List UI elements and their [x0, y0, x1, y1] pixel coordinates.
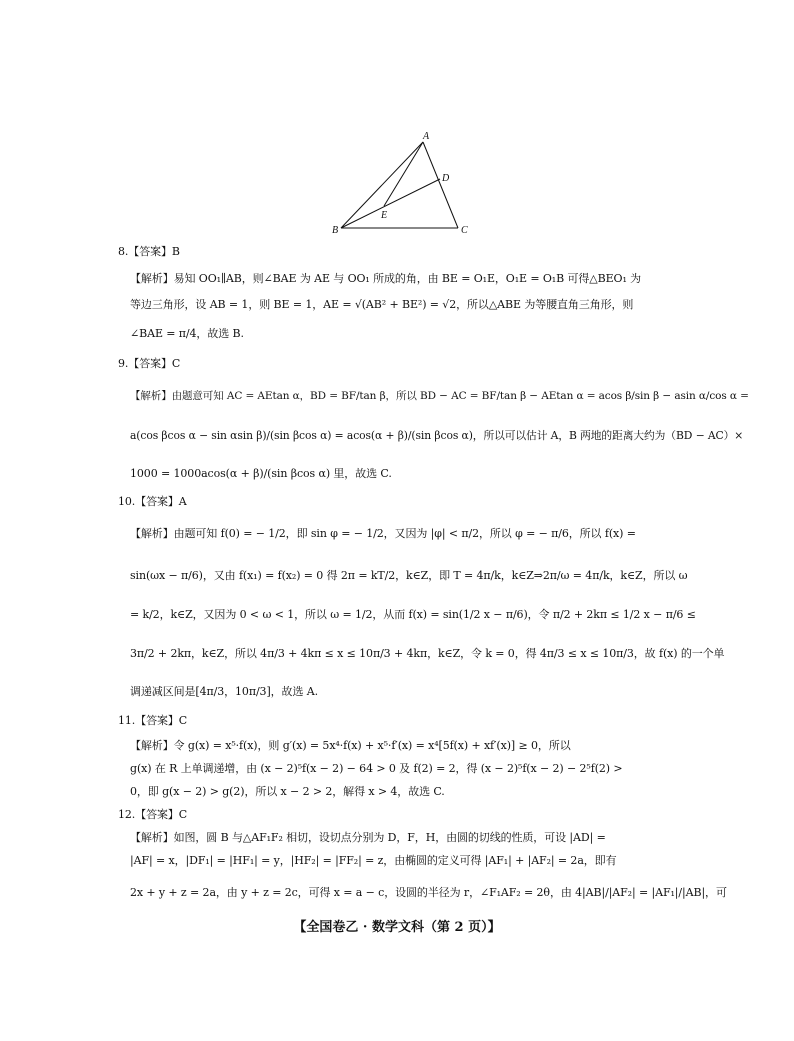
q11-line-1: 【解析】令 g(x) = x⁵·f(x)，则 g′(x) = 5x⁴·f(x) + x⁵·f′(x) = x⁴[5f(x) + xf′(x)] ≥ 0，所以 [130, 739, 571, 752]
q8-line-1: 【解析】易知 OO₁∥AB，则∠BAE 为 AE 与 OO₁ 所成的角，由 BE = O₁E，O₁E = O₁B 可得△BEO₁ 为 [130, 272, 642, 285]
vertex-label-B: B [332, 225, 339, 236]
q12-line-1: 【解析】如图，圆 B 与△AF₁F₂ 相切，设切点分别为 D，F，H，由圆的切线的性质，可设 |AD| = [130, 831, 606, 844]
q12-answer: 12.【答案】C [118, 808, 188, 821]
q10-line-3: = k/2，k∈Z，又因为 0 < ω < 1，所以 ω = 1/2，从而 f(x) = sin(1/2 x − π/6)，令 π/2 + 2kπ ≤ 1/2 x − π/6 ≤ [130, 608, 696, 621]
q10-line-1: 【解析】由题可知 f(0) = − 1/2，即 sin φ = − 1/2，又因为 |φ| < π/2，所以 φ = − π/6，所以 f(x) = [130, 527, 636, 540]
q9-line-3: 1000 = 1000acos(α + β)/(sin βcos α) 里，故选 C. [130, 467, 392, 480]
q12-line-3: 2x + y + z = 2a，由 y + z = 2c，可得 x = a − c，设圆的半径为 r，∠F₁AF₂ = 2θ，由 4|AB|/|AF₂| = |AF₁|/|AB|，可 [130, 886, 727, 899]
vertex-label-A: A [423, 131, 430, 142]
page-footer: 【全国卷乙 · 数学文科（第 2 页）】 [293, 920, 501, 935]
q9-line-2: a(cos βcos α − sin αsin β)/(sin βcos α) = acos(α + β)/(sin βcos α)，所以可以估计 A，B 两地的距离大约为（BD − AC）× [130, 429, 744, 442]
q11-answer: 11.【答案】C [118, 714, 188, 727]
q10-line-5: 调递减区间是[4π/3，10π/3]，故选 A. [130, 685, 318, 698]
triangle-diagram [330, 130, 480, 240]
vertex-label-D: D [442, 173, 450, 184]
q8-answer: 8.【答案】B [118, 245, 180, 258]
q9-line-1: 【解析】由题意可知 AC = AEtan α，BD = BF/tan β，所以 BD − AC = BF/tan β − AEtan α = acos β/sin β − asin α/cos α = [130, 390, 749, 402]
q10-line-2: sin(ωx − π/6)，又由 f(x₁) = f(x₂) = 0 得 2π = kT/2，k∈Z，即 T = 4π/k，k∈Z⇒2π/ω = 4π/k，k∈Z，所以 ω [130, 569, 688, 582]
vertex-label-C: C [461, 225, 468, 236]
q10-answer: 10.【答案】A [118, 495, 187, 508]
q9-answer: 9.【答案】C [118, 357, 181, 370]
q8-line-2: 等边三角形，设 AB = 1，则 BE = 1，AE = √(AB² + BE²) = √2，所以△ABE 为等腰直角三角形，则 [130, 298, 634, 311]
q12-line-2: |AF| = x，|DF₁| = |HF₁| = y，|HF₂| = |FF₂| = z，由椭圆的定义可得 |AF₁| + |AF₂| = 2a，即有 [130, 854, 617, 867]
edge-AE [384, 142, 423, 206]
edge-BD [341, 179, 440, 228]
q11-line-3: 0，即 g(x − 2) > g(2)，所以 x − 2 > 2，解得 x > 4，故选 C. [130, 785, 445, 798]
q8-line-3: ∠BAE = π/4，故选 B. [130, 327, 244, 340]
q11-line-2: g(x) 在 R 上单调递增，由 (x − 2)⁵f(x − 2) − 64 > 0 及 f(2) = 2，得 (x − 2)⁵f(x − 2) − 2⁵f(2) > [130, 762, 623, 775]
triangle-figure [330, 130, 480, 240]
q10-line-4: 3π/2 + 2kπ，k∈Z，所以 4π/3 + 4kπ ≤ x ≤ 10π/3 + 4kπ，k∈Z，令 k = 0，得 4π/3 ≤ x ≤ 10π/3，故 f(x) 的一个单 [130, 647, 725, 660]
vertex-label-E: E [381, 210, 388, 221]
